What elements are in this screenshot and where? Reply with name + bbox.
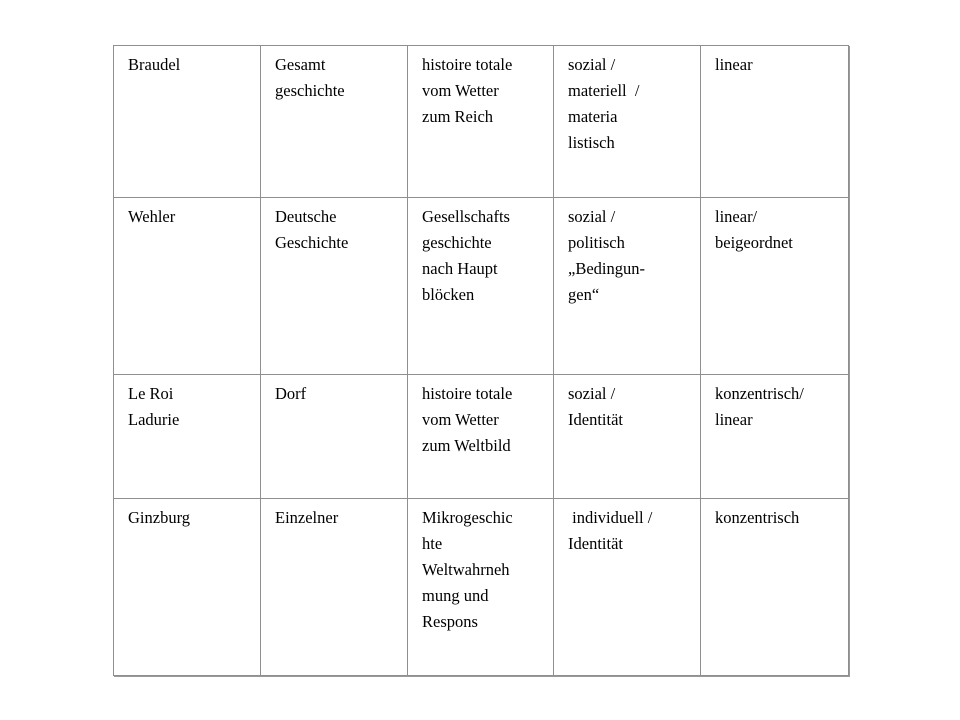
cell-structure: linear/ beigeordnet	[701, 198, 849, 375]
cell-historian: Le Roi Ladurie	[114, 375, 261, 499]
cell-historian: Wehler	[114, 198, 261, 375]
cell-scope: Gesamt geschichte	[261, 46, 408, 198]
cell-structure: konzentrisch	[701, 499, 849, 676]
cell-dimension: sozial / politisch „Bedingun- gen“	[554, 198, 701, 375]
cell-approach: Gesellschafts geschichte nach Haupt blöcken	[408, 198, 554, 375]
cell-dimension: sozial / Identität	[554, 375, 701, 499]
table-row	[114, 46, 849, 198]
cell-structure: konzentrisch/ linear	[701, 375, 849, 499]
cell-dimension: sozial / materiell / materia listisch	[554, 46, 701, 198]
cell-scope: Einzelner	[261, 499, 408, 676]
table-row	[114, 499, 849, 676]
cell-dimension: individuell / Identität	[554, 499, 701, 676]
cell-scope: Dorf	[261, 375, 408, 499]
cell-historian: Ginzburg	[114, 499, 261, 676]
comparison-table	[113, 45, 849, 676]
cell-structure: linear	[701, 46, 849, 198]
table-row	[114, 375, 849, 499]
cell-approach: Mikrogeschic hte Weltwahrneh mung und Respons	[408, 499, 554, 676]
table-row	[114, 198, 849, 375]
cell-approach: histoire totale vom Wetter zum Reich	[408, 46, 554, 198]
cell-historian: Braudel	[114, 46, 261, 198]
cell-scope: Deutsche Geschichte	[261, 198, 408, 375]
cell-approach: histoire totale vom Wetter zum Weltbild	[408, 375, 554, 499]
